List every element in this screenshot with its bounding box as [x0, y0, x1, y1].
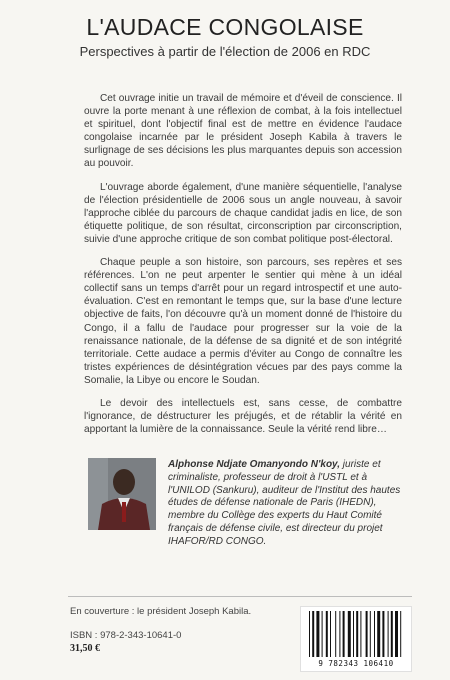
barcode-digits: 9 782343 106410 — [318, 659, 394, 668]
back-cover-text — [84, 92, 402, 446]
book-subtitle: Perspectives à partir de l'élection de 2006 en RDC — [79, 44, 371, 59]
book-title: L'AUDACE CONGOLAISE — [86, 14, 364, 40]
author-bio — [168, 459, 406, 549]
author-photo — [88, 458, 156, 530]
paragraph: L'ouvrage aborde également, d'une manière séquentielle, l'analyse de l'élection présidentielle de 2006 sous un angle nouveau, à savoir l'approche ciblée du parcours de chaque candidat jadis en lice, de son étiquette politique, de son résultat, circonscription par circonscription, suivie d'une approche critique de son combat politique post-électoral. — [84, 181, 402, 245]
barcode-bars-icon — [307, 611, 405, 657]
isbn: ISBN : 978-2-343-10641-0 — [70, 630, 182, 641]
author-name: Alphonse Ndjate Omanyondo N'koy, — [168, 459, 341, 470]
paragraph: Chaque peuple a son histoire, son parcours, ses repères et ses références. L'on ne peut arpenter le sentier qui mène à un idéal collectif sans un temps d'arrêt pour un regard introspectif et une auto-évaluation. C'est en remontant le temps que, sur la base d'une lecture objective de faits, l'on découvre qu'à un moment donné de l'histoire du Congo, il a fallu de l'audace pour progresser sur la voie de la renaissance nationale, de la défense de sa dignité et de son intégrité territoriale. Cette audace a permis d'éviter au Congo de connaître les tristes expériences de désintégration vécues par des pays comme la Somalie, la Libye ou encore le Soudan. — [84, 257, 402, 386]
author-description: juriste et criminaliste, professeur de droit à l'USTL et à l'UNILOD (Sankuru), auditeur de l'Institut des hautes études de défense nationale de Paris (IHEDN), membre du Collège des experts du Haut Comité français de défense civile, est directeur du projet IHAFOR/RD CONGO. — [168, 459, 401, 547]
author-portrait-icon — [88, 458, 156, 530]
paragraph: Cet ouvrage initie un travail de mémoire et d'éveil de conscience. Il ouvre la porte menant à une réflexion de combat, à la fois intellectuel et spirituel, dont l'objectif final est de mettre en évidence l'audace congolaise incarnée par le président Joseph Kabila à travers le surlignage de ses décisions les plus marquantes depuis son accession au pouvoir. — [84, 93, 402, 170]
barcode — [300, 606, 412, 672]
divider — [68, 596, 412, 597]
cover-note: En couverture : le président Joseph Kabila. — [70, 606, 252, 617]
paragraph: Le devoir des intellectuels est, sans cesse, de combattre l'ignorance, de déstructurer les préjugés, et de rétablir la vérité en apportant la lumière de la connaissance. Seule la vérité rend libre… — [84, 397, 402, 436]
price: 31,50 € — [70, 643, 100, 654]
